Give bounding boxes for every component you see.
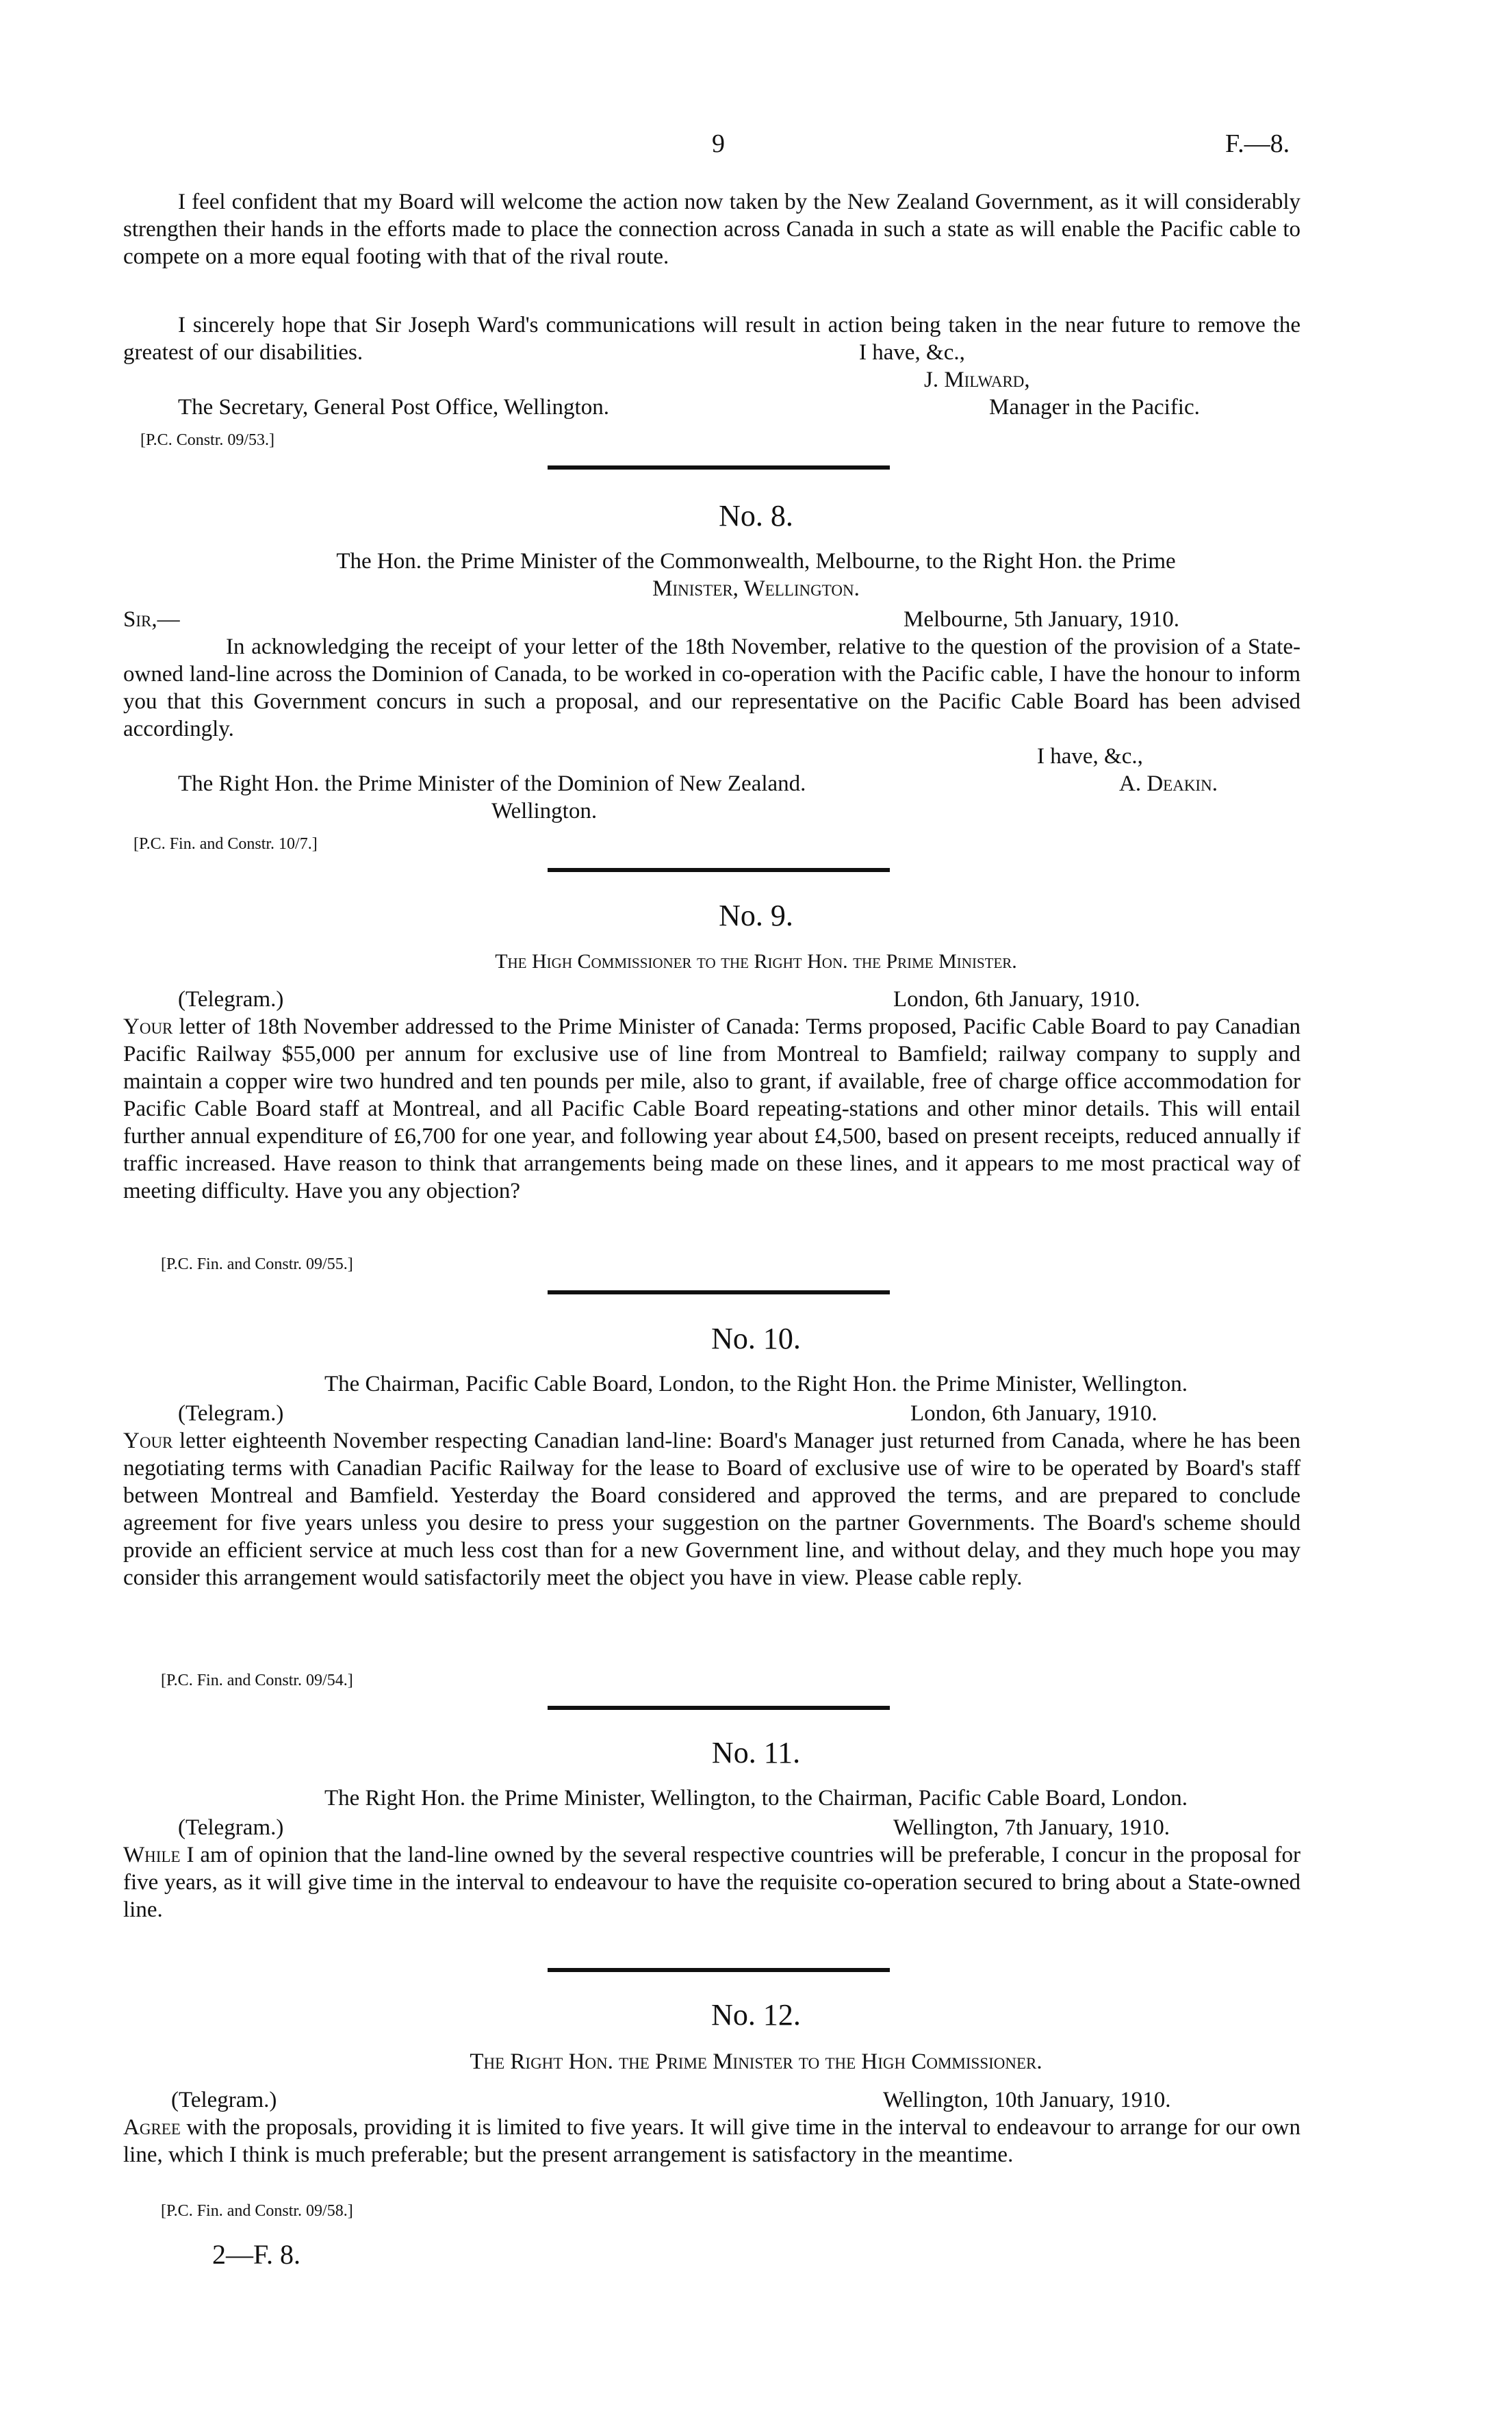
section-divider (548, 1706, 890, 1710)
no12-body: with the proposals, providing it is limited to five years. It will give time in the interval to endeavour to arrange for our own line, which I think is much preferable; but the present arrangement is satisfactory in the meantime. (123, 2115, 1300, 2167)
no9-body-block (123, 1013, 1300, 1205)
prev-letter-paragraph-2: I sincerely hope that Sir Joseph Ward's communications will result in action being taken in the near future to remove the greatest of our disabilities. (123, 313, 1300, 365)
no12-lead-word: Agree (123, 2115, 181, 2140)
no9-lead-word: Your (123, 1014, 173, 1039)
no9-file-ref: [P.C. Fin. and Constr. 09/55.] (161, 1255, 353, 1273)
no12-from-line: The Right Hon. the Prime Minister to the High Commissioner. (470, 2049, 1042, 2074)
no8-heading: No. 8. (719, 499, 793, 533)
no12-heading: No. 12. (711, 1998, 801, 2032)
prev-letter-paragraph-1: I feel confident that my Board will welcome the action now taken by the New Zealand Government, as it will considerably strengthen their hands in the efforts made to place the connection across Canada in such a state as will enable the Pacific cable to compete on a more equal footing with that of the rival route. (123, 190, 1300, 269)
no9-from-line: The High Commissioner to the Right Hon. the Prime Minister. (495, 950, 1017, 973)
no9-heading: No. 9. (719, 899, 793, 932)
no9-telegram-label: (Telegram.) (178, 987, 284, 1012)
no11-place-date: Wellington, 7th January, 1910. (893, 1815, 1170, 1840)
no11-heading: No. 11. (711, 1736, 801, 1769)
no10-file-ref: [P.C. Fin. and Constr. 09/54.] (161, 1672, 353, 1689)
no10-from-line: The Chairman, Pacific Cable Board, London, to the Right Hon. the Prime Minister, Wellington. (324, 1372, 1188, 1396)
prev-letter-closing: I have, &c., (859, 340, 965, 365)
no10-telegram-label: (Telegram.) (178, 1401, 284, 1426)
no12-body-block (123, 2114, 1300, 2169)
no8-closing: I have, &c., (1037, 744, 1143, 769)
no8-from-line-1: The Hon. the Prime Minister of the Commonwealth, Melbourne, to the Right Hon. the Prime (336, 549, 1176, 574)
no8-addressee-city: Wellington. (491, 799, 598, 823)
no11-from-line: The Right Hon. the Prime Minister, Wellington, to the Chairman, Pacific Cable Board, London. (324, 1786, 1188, 1811)
no12-telegram-label: (Telegram.) (171, 2088, 277, 2112)
prev-letter-addressee: The Secretary, General Post Office, Wellington. (178, 395, 609, 420)
prev-letter-signature: J. Milward, (924, 368, 1030, 392)
section-divider (548, 868, 890, 872)
prev-letter-signer-title: Manager in the Pacific. (989, 395, 1200, 420)
no10-body: letter eighteenth November respecting Canadian land-line: Board's Manager just returned from Canada, where he has been negotiating terms with Canadian Pacific Railway for the lease to Board of exclusive use of wire to be operated by Board's staff between Montreal and Bamfield. Yesterday the Board considered and approved the terms, and are prepared to conclude agreement for five years unless you desire to press your suggestion on the partner Governments. The Board's scheme should provide an efficient service at much less cost than for a new Government line, and without delay, and they much hope you may consider this arrangement would satisfactorily meet the object you have in view. Please cable reply. (123, 1429, 1300, 1590)
signature-mark: 2—F. 8. (212, 2239, 301, 2270)
page-number: 9 (712, 129, 725, 158)
no11-body-block (123, 1841, 1300, 1923)
no12-place-date: Wellington, 10th January, 1910. (883, 2088, 1171, 2112)
no10-heading: No. 10. (711, 1322, 801, 1355)
no12-file-ref: [P.C. Fin. and Constr. 09/58.] (161, 2202, 353, 2220)
no8-addressee: The Right Hon. the Prime Minister of the Dominion of New Zealand. (178, 771, 806, 796)
no8-salutation: Sir,— (123, 607, 180, 632)
section-divider (548, 1290, 890, 1294)
no10-place-date: London, 6th January, 1910. (910, 1401, 1157, 1426)
no9-place-date: London, 6th January, 1910. (893, 987, 1140, 1012)
no8-place-date: Melbourne, 5th January, 1910. (904, 607, 1179, 632)
no8-body: In acknowledging the receipt of your letter of the 18th November, relative to the question of the provision of a State-owned land-line across the Dominion of Canada, to be worked in co-operation with the Pacific cable, I have the honour to inform you that this Government concurs in such a proposal, and our representative on the Pacific Cable Board has been advised accordingly. (123, 635, 1300, 741)
section-divider (548, 465, 890, 470)
no11-lead-word: While (123, 1843, 181, 1867)
document-reference: F.—8. (1225, 129, 1290, 158)
no11-body: I am of opinion that the land-line owned by the several respective countries will be preferable, I concur in the proposal for five years, as it will give time in the interval to endeavour to have the requisite co-operation secured to bring about a State-owned line. (123, 1843, 1300, 1922)
no10-lead-word: Your (123, 1429, 173, 1453)
section-divider (548, 1968, 890, 1972)
no8-from-line-2: Minister, Wellington. (652, 576, 860, 601)
no8-signature: A. Deakin. (1119, 771, 1218, 796)
no11-telegram-label: (Telegram.) (178, 1815, 284, 1840)
no10-body-block (123, 1427, 1300, 1591)
no9-body: letter of 18th November addressed to the Prime Minister of Canada: Terms proposed, Pacific Cable Board to pay Canadian Pacific Railway $55,000 per annum for exclusive use of line from Montreal to Bamfield; railway company to supply and maintain a copper wire two hundred and ten pounds per mile, also to grant, if available, free of charge office accommodation for Pacific Cable Board staff at Montreal, and all Pacific Cable Board repeating-stations and other minor details. This will entail further annual expenditure of £6,700 for one year, and following year about £4,500, based on present receipts, reduced annually if traffic increased. Have reason to think that arrangements being made on these lines, and it appears to me most practical way of meeting difficulty. Have you any objection? (123, 1014, 1300, 1203)
prev-letter-file-ref: [P.C. Constr. 09/53.] (140, 431, 275, 449)
no8-file-ref: [P.C. Fin. and Constr. 10/7.] (133, 835, 318, 853)
